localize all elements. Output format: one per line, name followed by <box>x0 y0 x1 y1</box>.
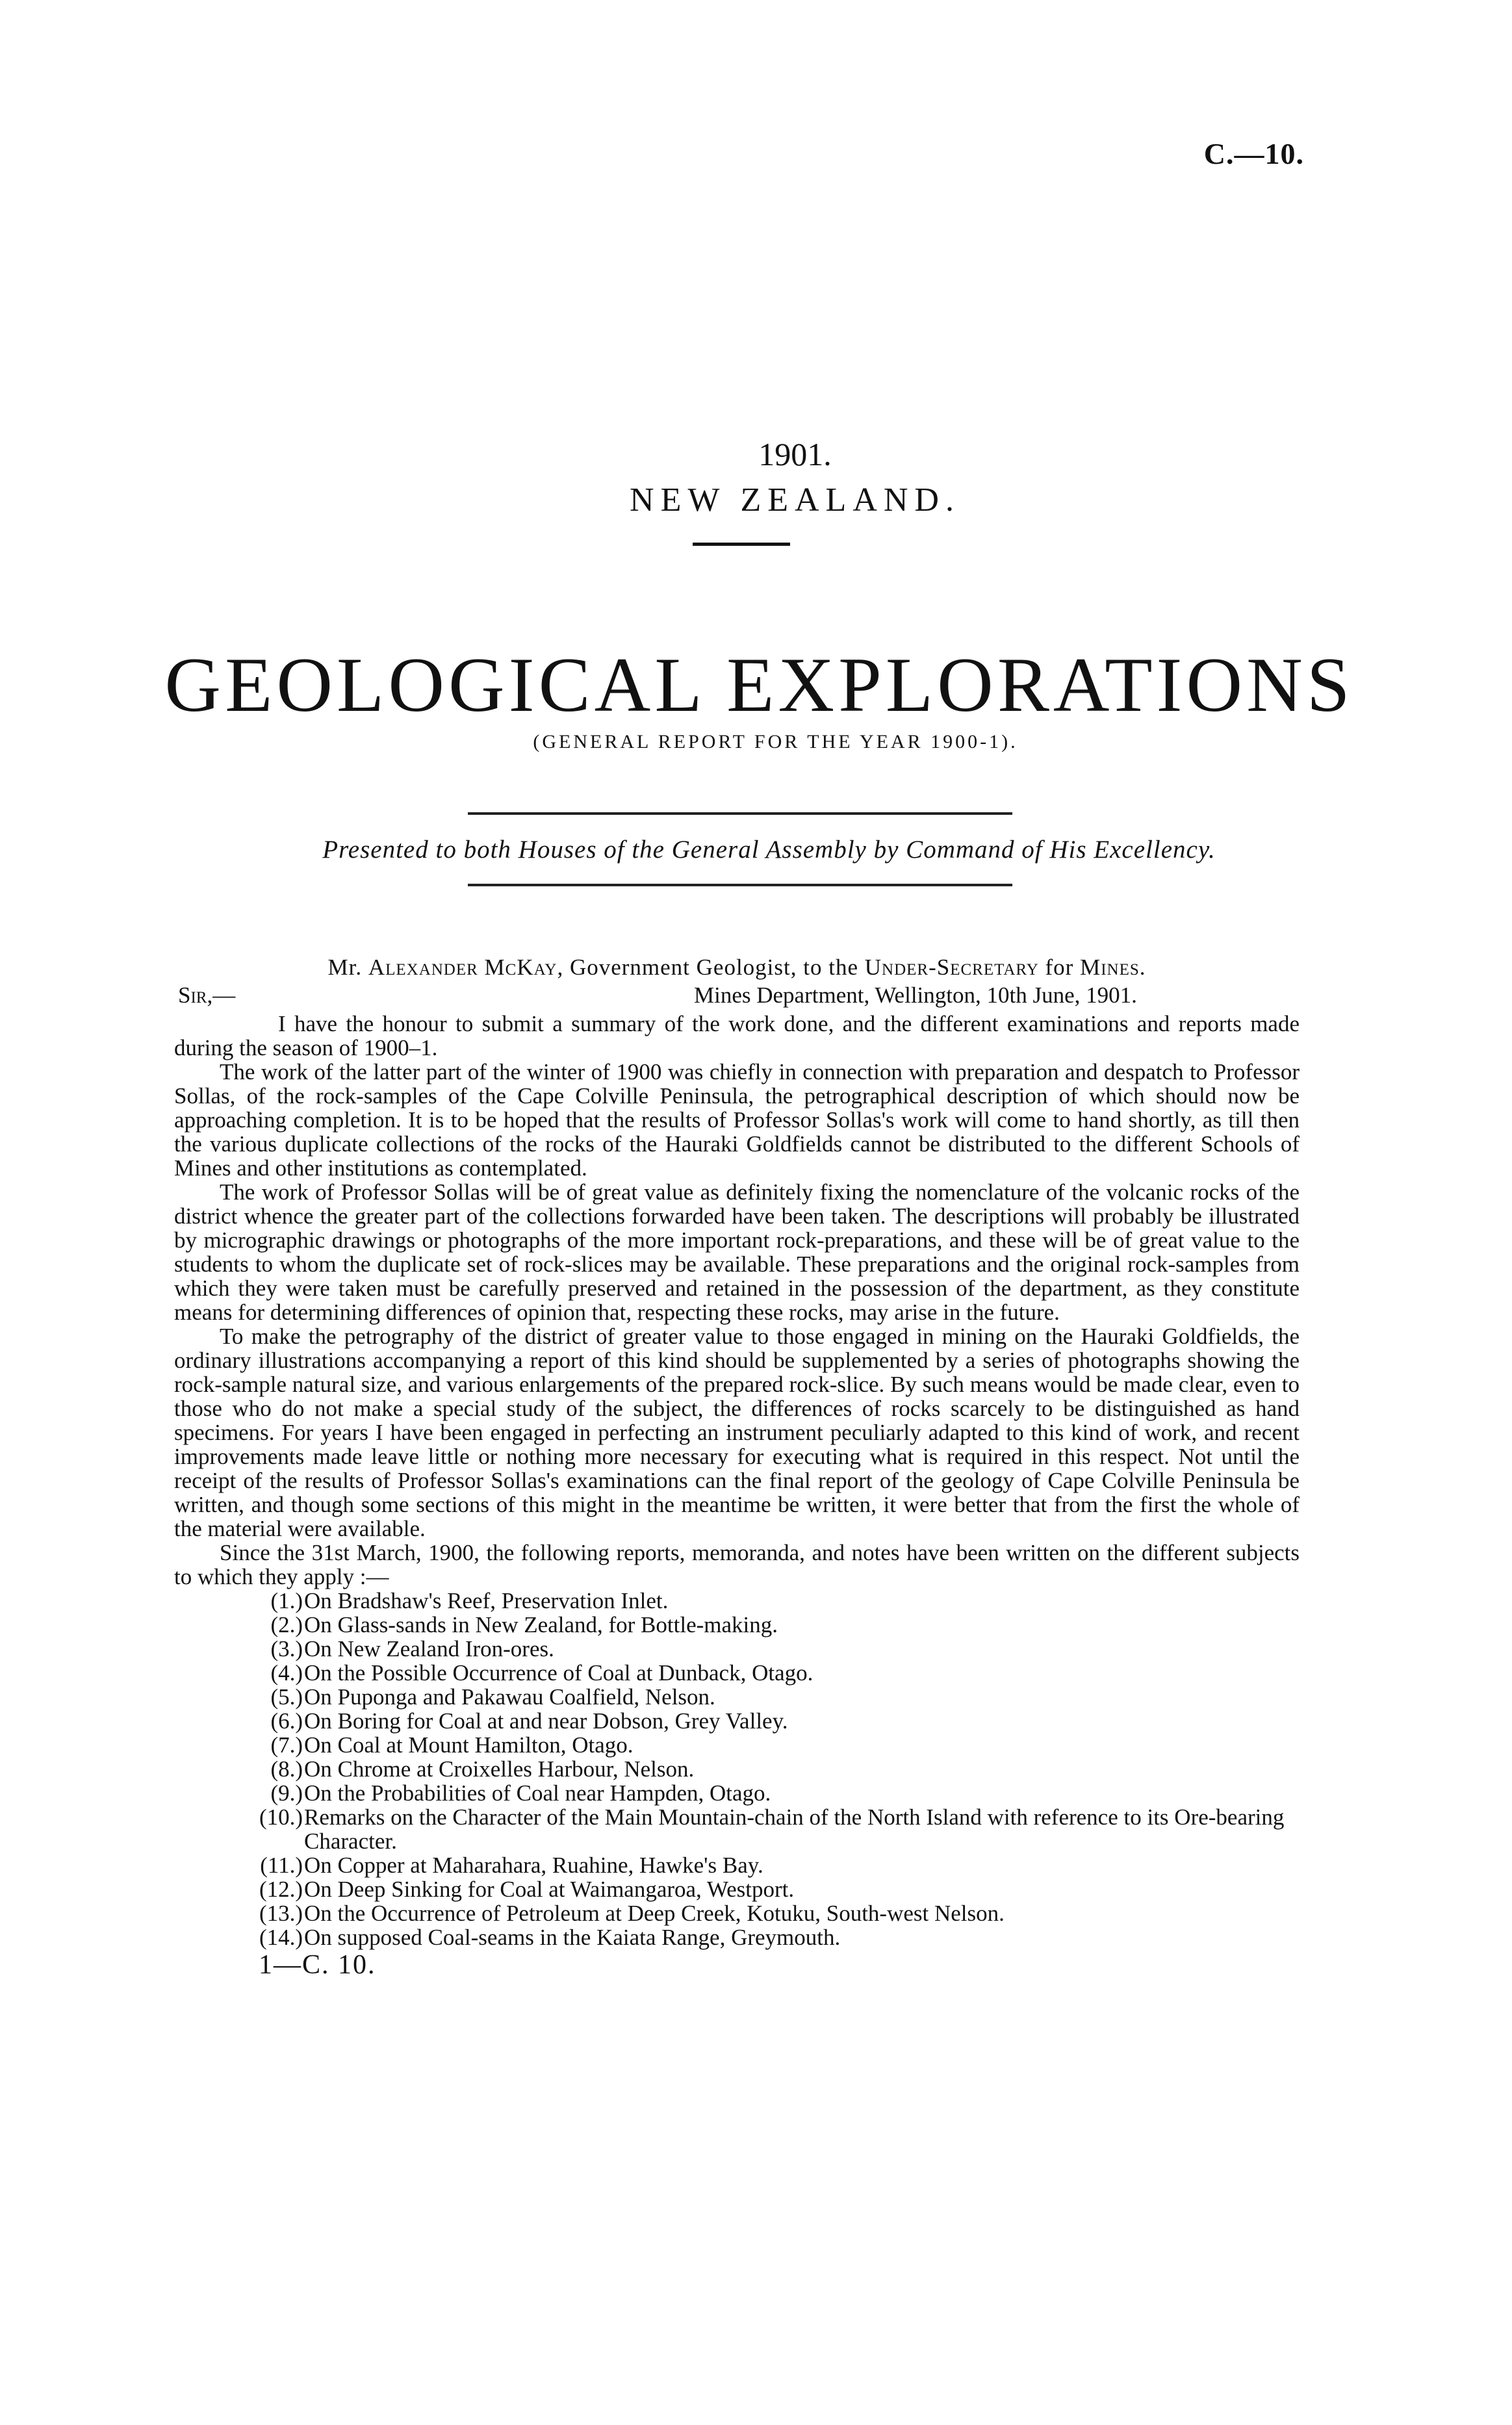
list-item-number: (13.) <box>259 1901 303 1926</box>
address-for: for <box>1045 955 1074 980</box>
paragraph: Since the 31st March, 1900, the following reports, memoranda, and notes have been written on the different subjects to which they apply :— <box>174 1540 1300 1589</box>
list-item-number: (14.) <box>259 1925 303 1950</box>
sender-name: Alexander McKay <box>368 955 557 980</box>
list-item-text: On supposed Coal-seams in the Kaiata Range, Greymouth. <box>304 1925 841 1950</box>
list-item-text: On the Occurrence of Petroleum at Deep Creek, Kotuku, South-west Nelson. <box>304 1901 1005 1926</box>
paragraph: I have the honour to submit a summary of the work done, and the different examinations and reports made during the season of 1900–1. <box>174 1011 1300 1060</box>
paragraph: The work of Professor Sollas will be of great value as definitely fixing the nomenclature of the volcanic rocks of the district whence the greater part of the collections forwarded have been taken. The descriptions will probably be illustrated by micrographic drawings or photographs of the more important rock-preparations, and these will be of great value to the students to whom the duplicate set of rock-slices may be available. These preparations and the original rock-samples from which they were taken must be carefully preserved and retained in the possession of the department, as they constitute means for determining differences of opinion that, respecting these rocks, may arise in the future. <box>174 1179 1300 1325</box>
list-item-number: (4.) <box>270 1660 303 1686</box>
divider <box>468 812 1012 815</box>
country-heading: NEW ZEALAND. <box>630 481 960 519</box>
list-item <box>174 1613 1300 1637</box>
list-item-text: On New Zealand Iron-ores. <box>304 1636 554 1662</box>
presented-line: Presented to both Houses of the General Assembly by Command of His Excellency. <box>322 836 1216 864</box>
list-item <box>174 1709 1300 1733</box>
list-item-number: (3.) <box>270 1636 303 1662</box>
list-item-number: (7.) <box>270 1732 303 1758</box>
address-prefix: Mr. <box>327 955 363 980</box>
list-item-text: On the Possible Occurrence of Coal at Dunback, Otago. <box>304 1660 814 1686</box>
list-item <box>174 1637 1300 1661</box>
salutation-row <box>174 983 1300 1012</box>
list-item-number: (5.) <box>270 1684 303 1710</box>
list-item-number: (2.) <box>270 1612 303 1637</box>
list-item <box>174 1589 1300 1613</box>
sheet-reference: 1—C. 10. <box>259 1950 376 1980</box>
list-item <box>174 1757 1300 1781</box>
divider <box>693 543 790 546</box>
list-item-text: On Copper at Maharahara, Ruahine, Hawke's Bay. <box>304 1853 763 1878</box>
salutation: Sir,— <box>178 982 236 1008</box>
list-item <box>174 1853 1300 1877</box>
document-reference: C.—10. <box>1203 137 1304 170</box>
page-title: GEOLOGICAL EXPLORATIONS <box>164 641 1354 728</box>
list-item-number: (11.) <box>260 1853 303 1878</box>
list-item-number: (12.) <box>259 1877 303 1902</box>
list-item-number: (6.) <box>270 1708 303 1734</box>
list-item <box>174 1661 1300 1685</box>
list-item-text: On Coal at Mount Hamilton, Otago. <box>304 1732 634 1758</box>
dateline: Mines Department, Wellington, 10th June, 1901. <box>694 982 1137 1008</box>
list-item-text: On the Probabilities of Coal near Hampden, Otago. <box>304 1780 771 1806</box>
year-heading: 1901. <box>758 436 832 472</box>
letter-body <box>174 955 1300 1980</box>
list-item-text: On Boring for Coal at and near Dobson, Grey Valley. <box>304 1708 788 1734</box>
paragraph: To make the petrography of the district of greater value to those engaged in mining on the Hauraki Goldfields, the ordinary illustrations accompanying a report of this kind should be supplemented by a series of photographs showing the rock-sample natural size, and various enlargements of the prepared rock-slice. By such means would be made clear, even to those who do not make a special study of the subject, the differences of rocks scarcely to be distinguished as hand specimens. For years I have been engaged in perfecting an instrument peculiarly adapted to this kind of work, and recent improvements made leave little or nothing more necessary for executing what is required in this respect. Not until the receipt of the results of Professor Sollas's examinations can the final report of the geology of Cape Colville Peninsula be written, and though some sections of this might in the meantime be written, it were better that from the first the whole of the material were available. <box>174 1324 1300 1541</box>
paragraph: The work of the latter part of the winter of 1900 was chiefly in connection with preparation and despatch to Professor Sollas, of the rock-samples of the Cape Colville Peninsula, the petrographical description of which should now be approaching completion. It is to be hoped that the results of Professor Sollas's work will come to hand shortly, as till then the various duplicate collections of the rocks of the Hauraki Goldfields cannot be distributed to the different Schools of Mines and other institutions as contemplated. <box>174 1059 1300 1181</box>
list-item <box>174 1781 1300 1805</box>
list-item-text: On Bradshaw's Reef, Preservation Inlet. <box>304 1588 669 1613</box>
list-item-number: (10.) <box>259 1804 303 1830</box>
list-item <box>174 1925 1300 1949</box>
list-item-text: On Glass-sands in New Zealand, for Bottle-making. <box>304 1612 778 1637</box>
recipient-name: Under-Secretary <box>864 955 1039 980</box>
list-item-number: (9.) <box>270 1780 303 1806</box>
list-item-text: On Chrome at Croixelles Harbour, Nelson. <box>304 1756 695 1782</box>
list-item <box>174 1685 1300 1709</box>
page-subtitle: (GENERAL REPORT FOR THE YEAR 1900-1). <box>533 731 1018 752</box>
list-item <box>174 1805 1300 1853</box>
divider <box>468 884 1012 886</box>
list-item-text: Remarks on the Character of the Main Mountain-chain of the North Island with reference to its Ore-bearing Character. <box>304 1804 1285 1854</box>
list-item-text: On Deep Sinking for Coal at Waimangaroa, Westport. <box>304 1877 795 1902</box>
list-item-text: On Puponga and Pakawau Coalfield, Nelson. <box>304 1684 715 1710</box>
recipient-department: Mines. <box>1080 955 1146 980</box>
list-item <box>174 1733 1300 1757</box>
list-item <box>174 1877 1300 1901</box>
list-item <box>174 1901 1300 1925</box>
list-item-number: (8.) <box>270 1756 303 1782</box>
sender-role: , Government Geologist, to the <box>557 955 858 980</box>
list-item-number: (1.) <box>270 1588 303 1613</box>
letter-address <box>174 955 1300 979</box>
reports-list <box>174 1589 1300 1949</box>
